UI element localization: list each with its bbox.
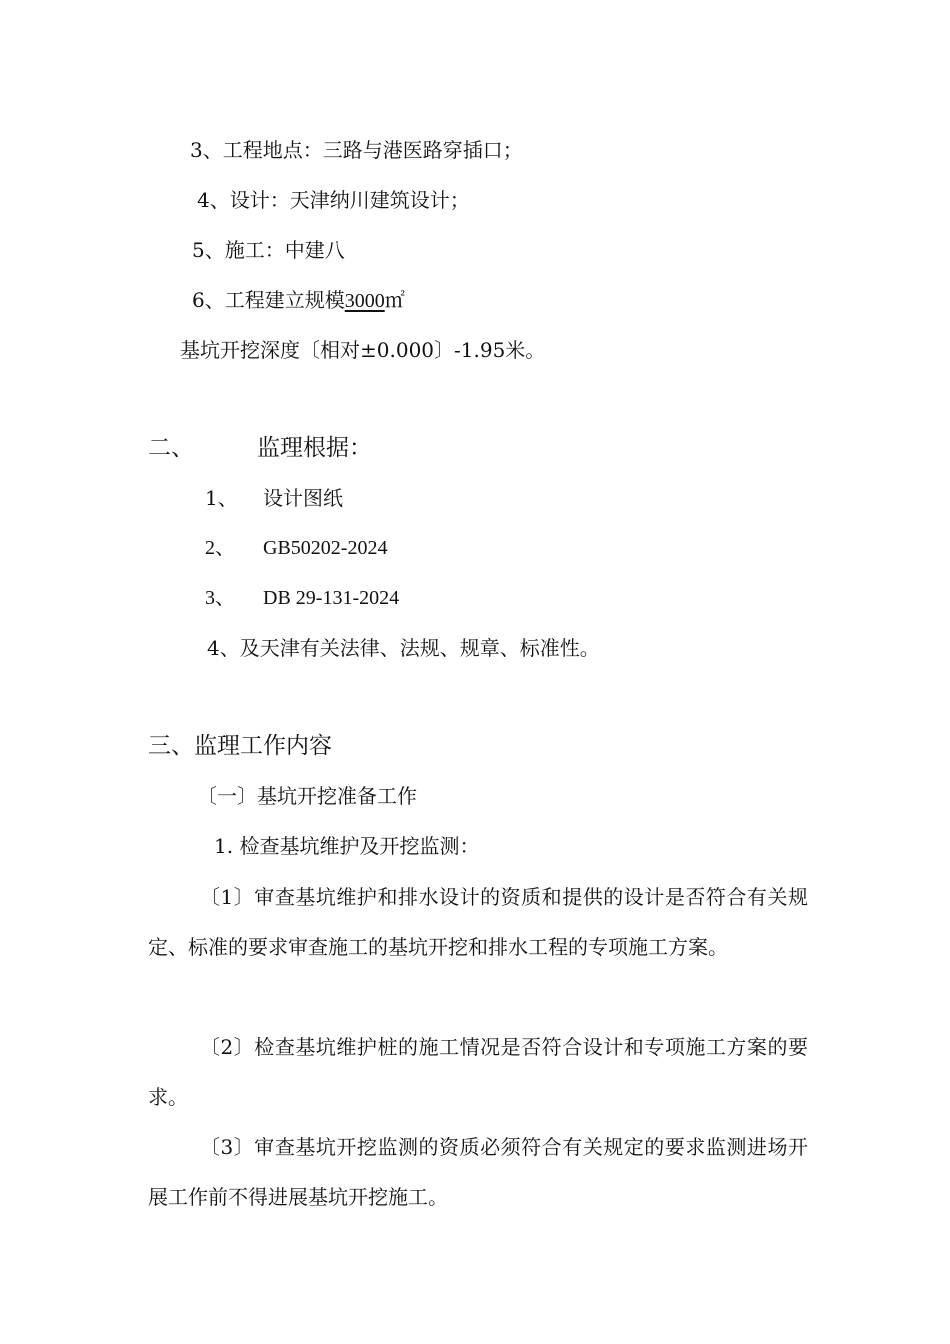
project-design: 4、设计：天津纳川建筑设计； [197,188,470,212]
section2-title: 监理根据： [257,435,372,461]
project-scale-prefix: 6、工程建立规模 [192,288,345,312]
section3-sub1-item1: 1. 检查基坑维护及开挖监测： [214,834,480,858]
project-location: 3、工程地点：三路与港医路穿插口； [190,138,523,162]
project-construction: 5、施工：中建八 [192,238,345,262]
paragraph-3: 〔3〕审查基坑开挖监测的资质必须符合有关规定的要求监测进场开展工作前不得进展基坑开挖施工。 [148,1135,808,1209]
project-scale-value: 3000 [344,290,385,312]
basis-item-2-num: 2、 [205,537,235,559]
project-scale [192,286,405,315]
basis-item-1-text: 设计图纸 [263,486,343,510]
paragraph-1: 〔1〕审查基坑维护和排水设计的资质和提供的设计是否符合有关规定、标准的要求审查施工的基坑开挖和排水工程的专项施工方案。 [148,885,808,959]
project-scale-unit: ㎡ [384,288,405,312]
basis-item-3-num: 3、 [205,587,235,609]
section3-sub1: 〔一〕基坑开挖准备工作 [197,784,417,808]
basis-item-3-text: DB 29-131-2024 [263,587,400,609]
section3-title: 三、监理工作内容 [148,733,332,759]
section2-number: 二、 [148,435,194,461]
paragraph-2: 〔2〕检查基坑维护桩的施工情况是否符合设计和专项施工方案的要求。 [148,1035,808,1109]
basis-item-2-text: GB50202-2024 [263,537,388,559]
basis-item-1-num: 1、 [205,486,238,510]
excavation-depth: 基坑开挖深度〔相对±0.000〕-1.95米。 [180,338,546,362]
basis-item-4: 4、及天津有关法律、法规、规章、标准性。 [207,636,600,660]
